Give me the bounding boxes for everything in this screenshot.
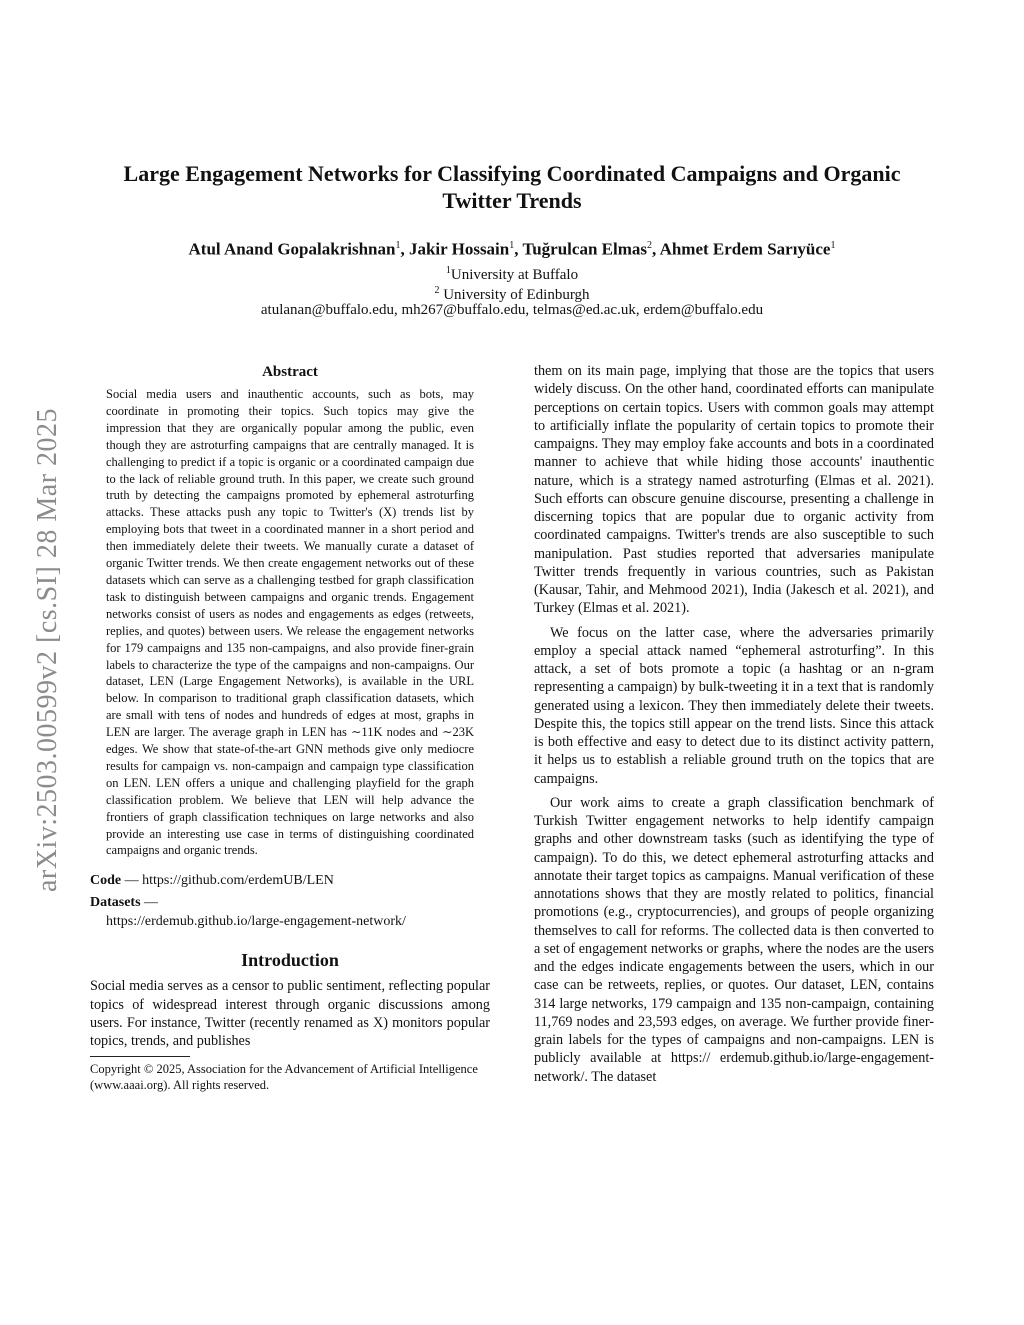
author-name: Atul Anand Gopalakrishnan (188, 239, 396, 259)
arxiv-identifier: arXiv:2503.00599v2 [cs.SI] 28 Mar 2025 (32, 407, 63, 893)
right-column (534, 362, 934, 1086)
copyright-footnote: Copyright © 2025, Association for the Advancement of Artificial Intelligence (www.aaai.org). All rights reserved. (90, 1062, 478, 1093)
datasets-url[interactable]: https://erdemub.github.io/large-engagement-network/ (106, 914, 406, 930)
body-paragraph: Our work aims to create a graph classification benchmark of Turkish Twitter engagement networks to help identify campaign graphs and other downstream tasks (such as identifying the type of campaign). To do this, we detect ephemeral astroturfing attacks and annotate their target topics as campaigns. Manual verification of these annotations shows that they are mostly related to politics, financial promotions (e.g., cryptocurrencies), and groups of people organizing themselves to call for reforms. The collected data is then converted to a set of engagement networks or graphs, where the nodes are the users and the edges indicate engagements between the users, which in our case can be retweets, replies, or quotes. Our dataset, LEN, contains 314 large networks, 179 campaign and 135 non-campaign, containing 11,769 nodes and 23,593 edges, on average. We further provide finer-grain labels for the types of campaigns and non-campaigns. LEN is publicly available at https:// erdemub.github.io/large-engagement-network/. The dataset (534, 794, 934, 1085)
author-list (60, 235, 964, 261)
author-affiliation-mark: 1 (395, 240, 401, 251)
introduction-heading: Introduction (241, 950, 339, 971)
code-link-block (90, 871, 490, 890)
footnote-divider (90, 1056, 190, 1057)
code-label: Code (90, 873, 122, 889)
introduction-paragraph: Social media serves as a censor to public sentiment, reflecting popular topics of widespread interest through organic discussions among users. For instance, Twitter (recently renamed as X) monitors popular topics, trends, and publishes (90, 978, 490, 1050)
affiliation-name: University at Buffalo (450, 267, 579, 283)
body-paragraph: them on its main page, implying that those are the topics that users widely discuss. On the other hand, coordinated efforts can manipulate perceptions on certain topics. Users with common goals may attempt to artificially inflate the popularity of certain topics to promote their campaigns. They may employ fake accounts and bots in a coordinated manner to achieve that while hiding those accounts' inauthentic nature, which is a strategy named astroturfing (Elmas et al. 2021). Such efforts can obscure genuine discourse, presenting a challenge in discerning topics that are popular due to organic activity from coordinated campaigns. Twitter's trends are also susceptible to such manipulation. Past studies reported that adversaries manipulate Twitter trends frequently in various countries, such as Pakistan (Kausar, Tahir, and Mehmood 2021), India (Jakesch et al. 2021), and Turkey (Elmas et al. 2021). (534, 363, 934, 617)
datasets-separator: — (140, 895, 159, 911)
left-column (90, 362, 490, 1093)
author-name: Ahmet Erdem Sarıyüce (659, 239, 831, 259)
abstract-text: Social media users and inauthentic accounts, such as bots, may coordinate in promoting their topics. Such topics may give the impression that they are organically popular among the public, even though they are astroturfing campaigns that are centrally managed. It is challenging to predict if a topic is organic or a coordinated campaign due to the lack of reliable ground truth. In this paper, we create such ground truth by detecting the campaigns promoted by ephemeral astroturfing attacks. These attacks push any topic to Twitter's (X) trends list by employing bots that tweet in a coordinated manner in a short period and then immediately delete their tweets. We manually curate a dataset of organic Twitter trends. We then create engagement networks out of these datasets which can serve as a challenging testbed for graph classification task to distinguish between campaigns and organic trends. Engagement networks consist of users as nodes and engagements as edges (retweets, replies, and quotes) between users. We release the engagement networks for 179 campaigns and 135 non-campaigns, and also provide finer-grain labels to characterize the type of the campaigns and non-campaigns. Our dataset, LEN (Large Engagement Networks), is available in the URL below. In comparison to traditional graph classification datasets, which are small with tens of nodes and hundreds of edges at most, graphs in LEN are larger. The average graph in LEN has ∼11K nodes and ∼23K edges. We show that state-of-the-art GNN methods give only mediocre results for campaign vs. non-campaign and campaign type classification on LEN. LEN offers a unique and challenging playfield for the graph classification problem. We believe that LEN will help advance the frontiers of graph classification techniques on large networks and also provide an interesting use case in terms of distinguishing coordinated campaigns and organic trends. (106, 387, 474, 858)
author-separator: , (652, 239, 660, 259)
affiliation-mark: 2 (434, 285, 440, 296)
author-affiliation-mark: 1 (509, 240, 515, 251)
author-separator: , (514, 239, 523, 259)
author-name: Jakir Hossain (408, 239, 510, 259)
datasets-label: Datasets (90, 895, 141, 911)
author-emails: atulanan@buffalo.edu, mh267@buffalo.edu, telmas@ed.ac.uk, erdem@buffalo.edu (260, 302, 764, 318)
body-paragraph: We focus on the latter case, where the adversaries primarily employ a special attack named “ephemeral astroturfing”. In this attack, a set of bots promote a topic (a hashtag or an n-gram representing a campaign) by bulk-tweeting it in a text that is randomly generated using a lexicon. They then immediately delete their tweets. Despite this, the topics still appear on the trend lists. Since this attack is both effective and easy to detect due to its distinct activity pattern, it helps us to establish a reliable ground truth on the topics that are campaigns. (534, 624, 934, 787)
affiliation-name: University of Edinburgh (439, 287, 590, 303)
affiliation-line (60, 262, 964, 284)
author-name: Tuğrulcan Elmas (522, 239, 647, 259)
affiliation-mark: 1 (445, 265, 451, 276)
code-url[interactable]: https://github.com/erdemUB/LEN (142, 873, 334, 889)
paper-title: Large Engagement Networks for Classifying Coordinated Campaigns and Organic Twitter Trends (123, 161, 901, 213)
author-affiliation-mark: 2 (647, 240, 652, 251)
abstract-heading: Abstract (262, 364, 318, 380)
datasets-link-block (90, 893, 490, 931)
author-separator: , (400, 239, 409, 259)
author-affiliation-mark: 1 (830, 240, 836, 251)
code-separator: — (121, 873, 143, 889)
